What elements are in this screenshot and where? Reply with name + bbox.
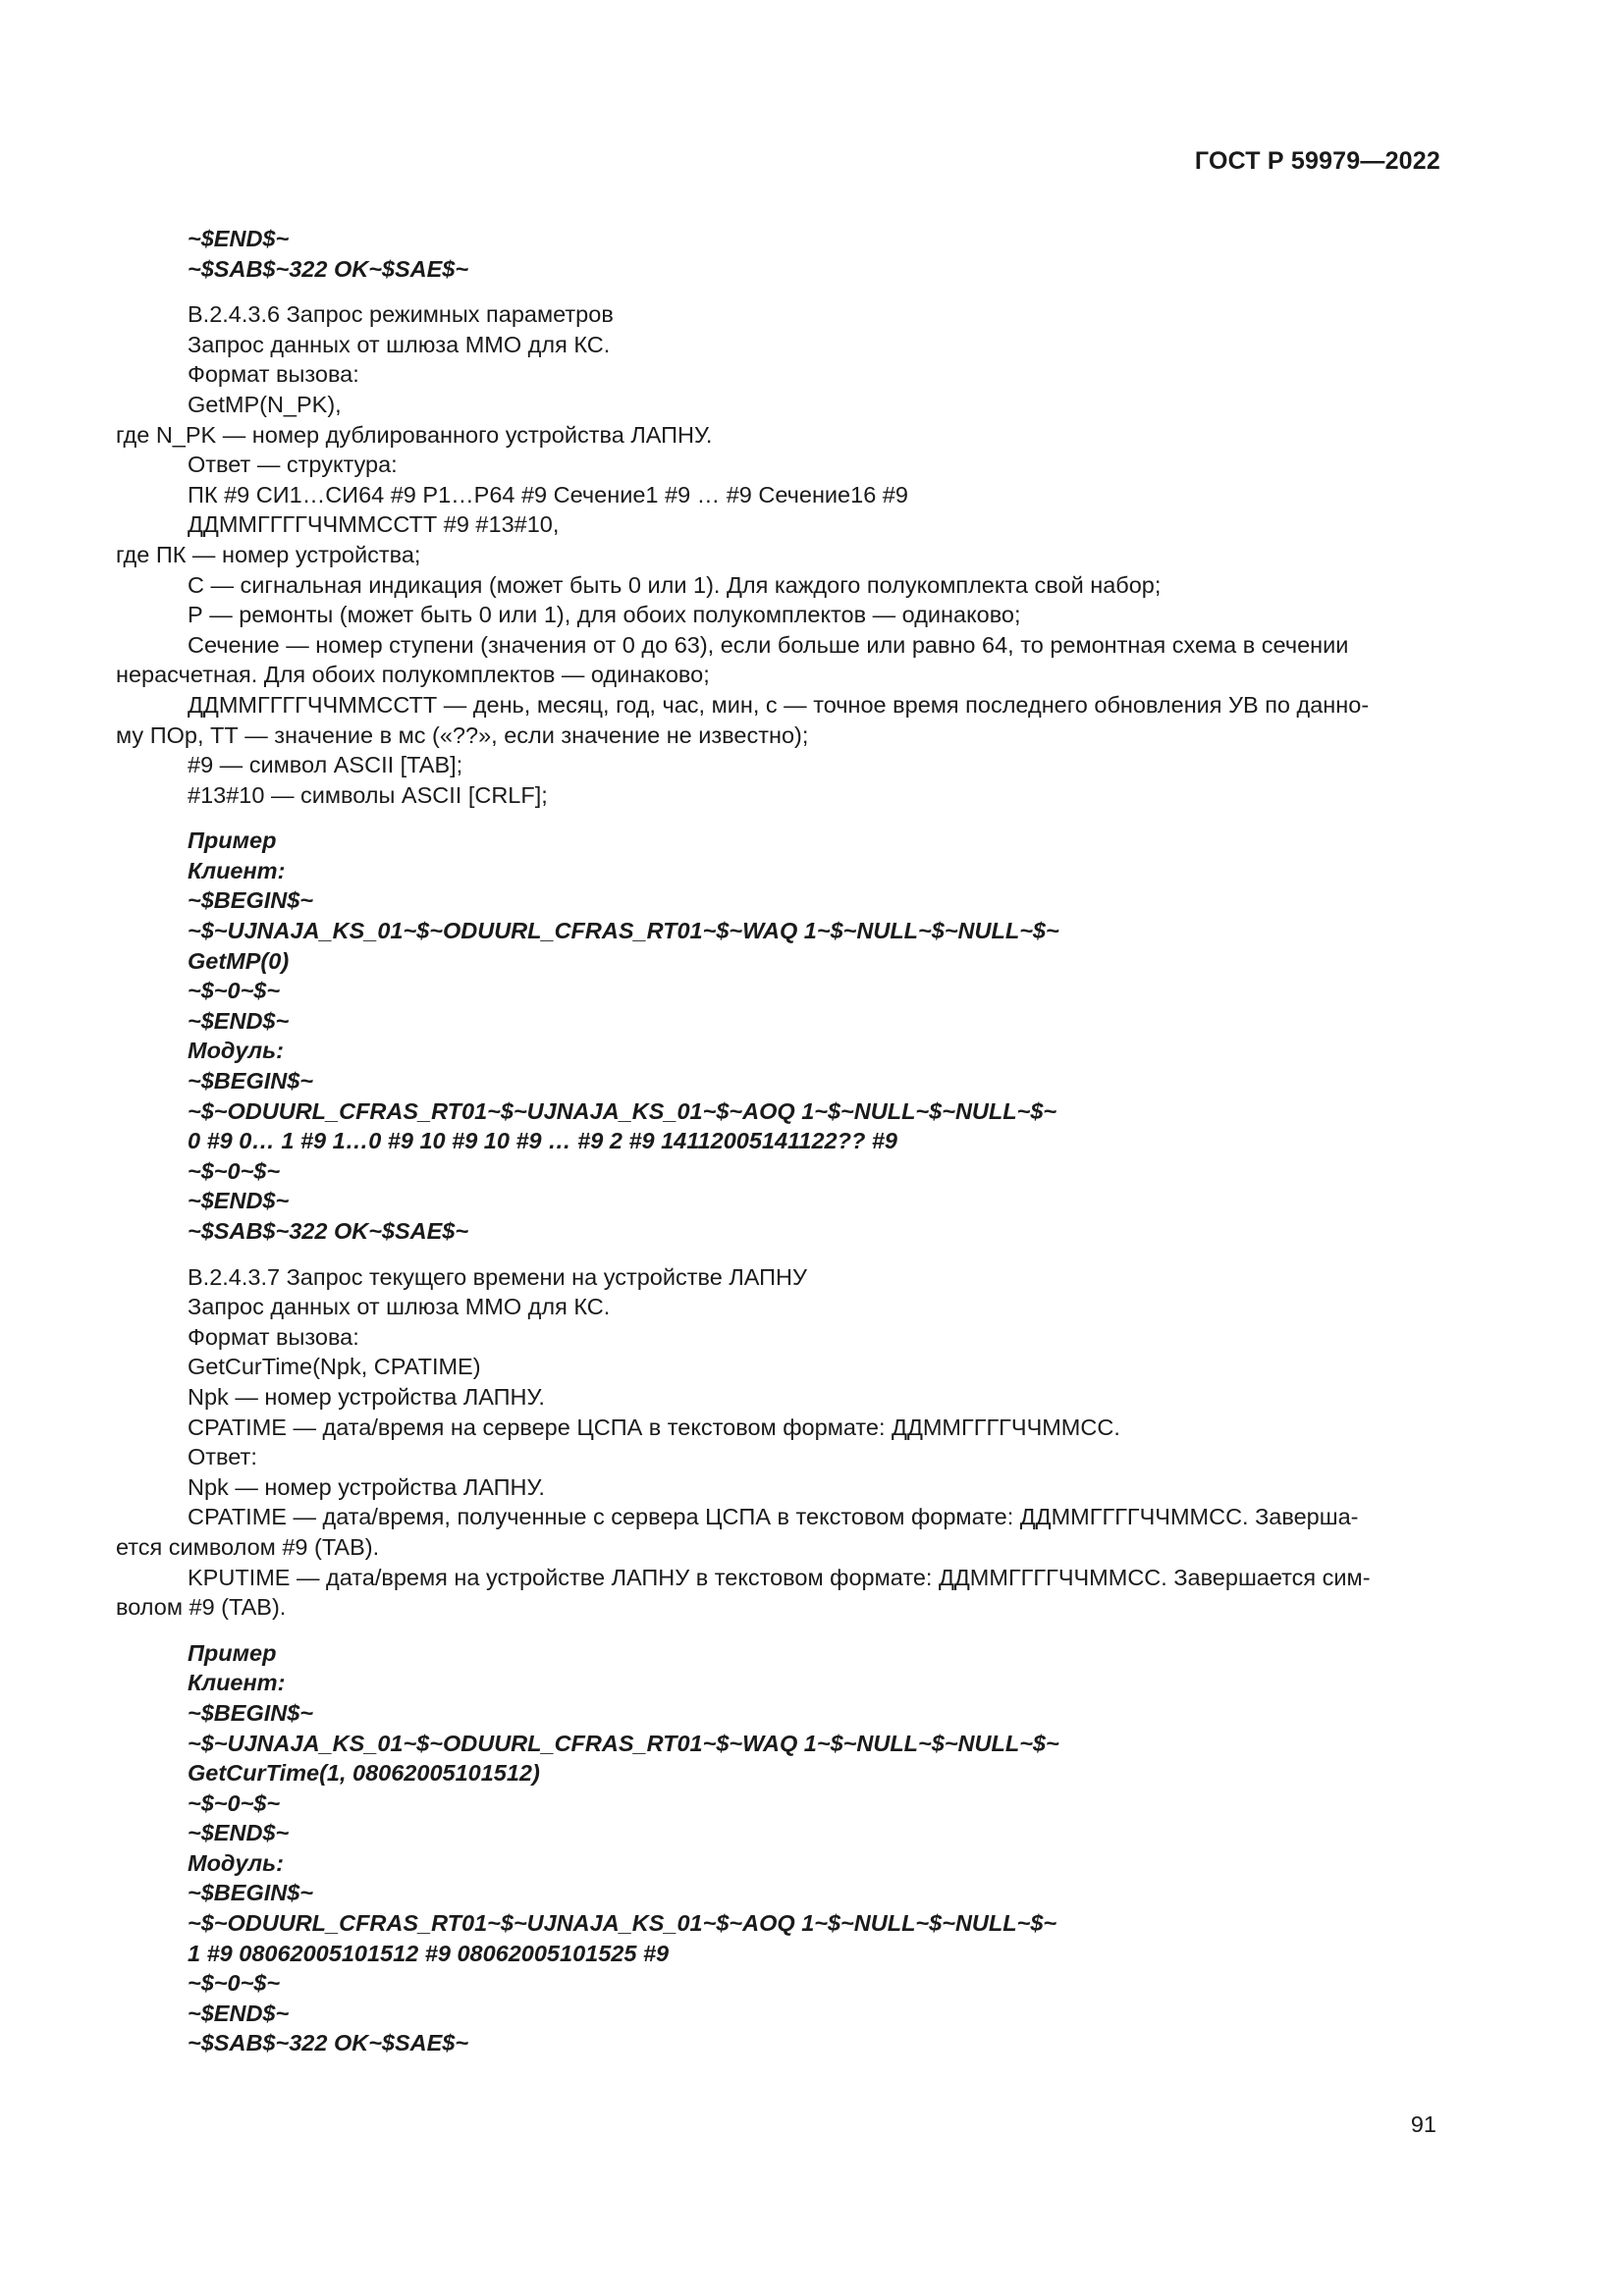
paragraph: GetCurTime(Npk, CPATIME) xyxy=(188,1354,481,1380)
paragraph: С — сигнальная индикация (может быть 0 или 1). Для каждого полукомплекта свой набор; xyxy=(188,571,1162,598)
paragraph: нерасчетная. Для обоих полукомплектов — одинаково; xyxy=(116,662,710,688)
paragraph: ПК #9 СИ1…СИ64 #9 Р1…Р64 #9 Сечение1 #9 … #9 Сечение16 #9 xyxy=(188,481,908,507)
paragraph: Npk — номер устройства ЛАПНУ. xyxy=(188,1383,545,1410)
example-line: Модуль: xyxy=(188,1038,284,1064)
document-header: ГОСТ Р 59979—2022 xyxy=(1194,147,1440,175)
example-line: Пример xyxy=(188,828,277,854)
example-line: ~$BEGIN$~ xyxy=(188,1699,314,1726)
paragraph: Р — ремонты (может быть 0 или 1), для обоих полукомплектов — одинаково; xyxy=(188,602,1021,628)
paragraph: Npk — номер устройства ЛАПНУ. xyxy=(188,1473,545,1500)
example-line: ~$~ODUURL_CFRAS_RT01~$~UJNAJA_KS_01~$~AOQ 1~$~NULL~$~NULL~$~ xyxy=(188,1910,1057,1937)
example-line: ~$SAB$~322 OK~$SAE$~ xyxy=(188,2030,469,2056)
section-heading: В.2.4.3.7 Запрос текущего времени на устройстве ЛАПНУ xyxy=(188,1263,807,1290)
paragraph: Формат вызова: xyxy=(188,1323,359,1350)
example-line: 0 #9 0… 1 #9 1…0 #9 10 #9 10 #9 … #9 2 #9 14112005141122?? #9 xyxy=(188,1128,897,1154)
paragraph: волом #9 (TAB). xyxy=(116,1594,287,1621)
paragraph: Ответ: xyxy=(188,1444,257,1470)
example-line: ~$~UJNAJA_KS_01~$~ODUURL_CFRAS_RT01~$~WAQ 1~$~NULL~$~NULL~$~ xyxy=(188,1730,1059,1756)
example-line: ~$~ODUURL_CFRAS_RT01~$~UJNAJA_KS_01~$~AOQ 1~$~NULL~$~NULL~$~ xyxy=(188,1097,1057,1124)
example-line: ~$SAB$~322 OK~$SAE$~ xyxy=(188,1218,469,1244)
paragraph: #13#10 — символы ASCII [CRLF]; xyxy=(188,781,548,808)
code-line: ~$SAB$~322 OK~$SAE$~ xyxy=(188,255,469,282)
example-line: ~$END$~ xyxy=(188,1820,290,1846)
paragraph: ется символом #9 (TAB). xyxy=(116,1533,380,1560)
paragraph: KPUTIME — дата/время на устройстве ЛАПНУ в текстовом формате: ДДММГГГГЧЧММСС. Завершается сим- xyxy=(188,1564,1371,1590)
paragraph: где ПК — номер устройства; xyxy=(116,541,421,567)
example-line: GetMP(0) xyxy=(188,947,290,974)
example-line: ~$END$~ xyxy=(188,2000,290,2026)
paragraph: ДДММГГГГЧЧММССТТ — день, месяц, год, час, мин, с — точное время последнего обновления УВ по данно- xyxy=(188,691,1370,718)
example-line: ~$BEGIN$~ xyxy=(188,887,314,914)
paragraph: Формат вызова: xyxy=(188,361,359,388)
paragraph: где N_PK — номер дублированного устройства ЛАПНУ. xyxy=(116,421,713,448)
example-line: ~$~0~$~ xyxy=(188,1970,281,1997)
example-block-2 xyxy=(116,1638,1443,2058)
example-line: ~$~UJNAJA_KS_01~$~ODUURL_CFRAS_RT01~$~WAQ 1~$~NULL~$~NULL~$~ xyxy=(188,918,1059,944)
example-line: ~$BEGIN$~ xyxy=(188,1068,314,1095)
paragraph: Ответ — структура: xyxy=(188,452,398,478)
paragraph: Сечение — номер ступени (значения от 0 до 63), если больше или равно 64, то ремонтная схема в сечении xyxy=(188,631,1349,658)
example-line: Модуль: xyxy=(188,1849,284,1876)
example-line: ~$END$~ xyxy=(188,1188,290,1214)
paragraph: му ПОр, ТТ — значение в мс («??», если значение не известно); xyxy=(116,721,809,748)
example-line: 1 #9 08062005101512 #9 08062005101525 #9 xyxy=(188,1940,670,1966)
example-line: ~$~0~$~ xyxy=(188,978,281,1004)
example-line: Пример xyxy=(188,1639,277,1666)
paragraph: CPATIME — дата/время на сервере ЦСПА в текстовом формате: ДДММГГГГЧЧММСС. xyxy=(188,1414,1120,1440)
paragraph: GetMP(N_PK), xyxy=(188,391,342,417)
section-heading: В.2.4.3.6 Запрос режимных параметров xyxy=(188,301,614,328)
example-line: ~$END$~ xyxy=(188,1007,290,1034)
code-line: ~$END$~ xyxy=(188,226,290,251)
paragraph: #9 — символ ASCII [TAB]; xyxy=(188,752,463,778)
example-line: GetCurTime(1, 08062005101512) xyxy=(188,1760,540,1787)
paragraph: Запрос данных от шлюза ММО для КС. xyxy=(188,331,611,357)
paragraph: Запрос данных от шлюза ММО для КС. xyxy=(188,1294,611,1320)
example-line: ~$~0~$~ xyxy=(188,1789,281,1816)
example-line: ~$BEGIN$~ xyxy=(188,1880,314,1906)
example-line: Клиент: xyxy=(188,1670,286,1696)
example-line: ~$~0~$~ xyxy=(188,1157,281,1184)
page-number: 91 xyxy=(1410,2111,1436,2137)
paragraph: ДДММГГГГЧЧММССТТ #9 #13#10, xyxy=(188,511,560,538)
paragraph: CPATIME — дата/время, полученные с сервера ЦСПА в текстовом формате: ДДММГГГГЧЧММСС. Заверша- xyxy=(188,1504,1359,1530)
example-line: Клиент: xyxy=(188,857,286,883)
example-block-1 xyxy=(116,826,1443,1246)
page-content xyxy=(116,224,1443,2058)
